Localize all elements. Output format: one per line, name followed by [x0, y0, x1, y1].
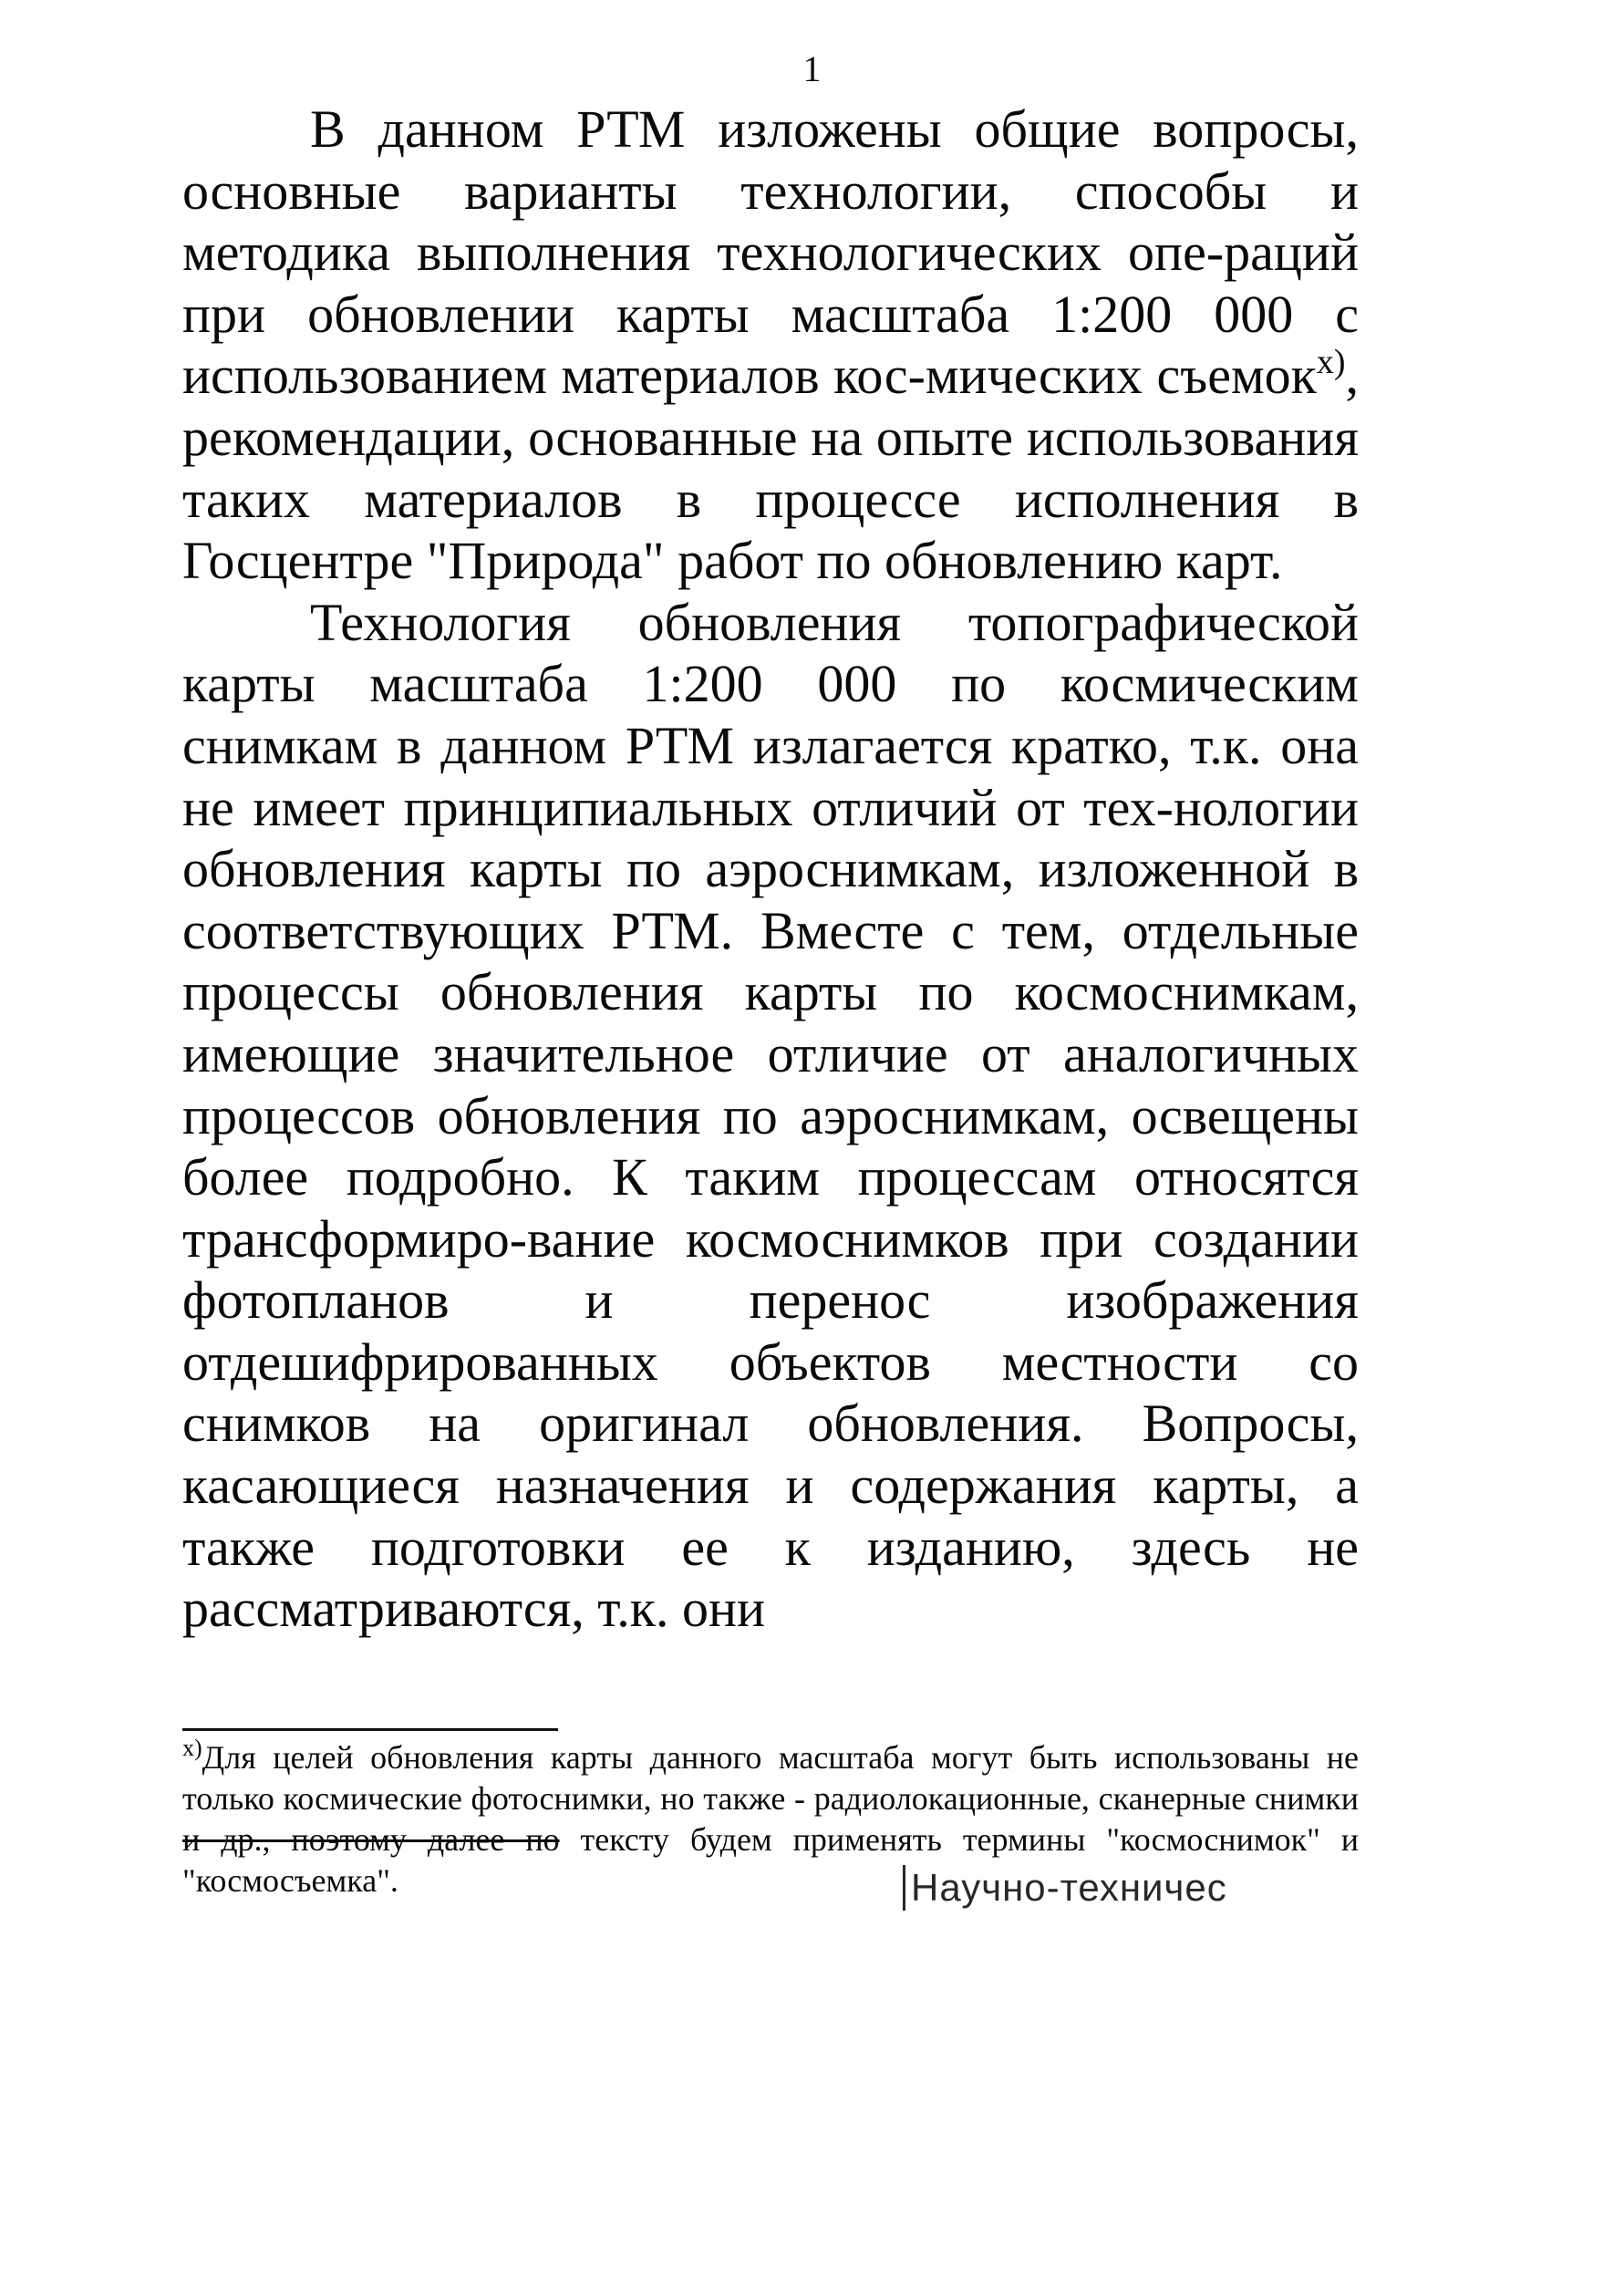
document-body — [182, 98, 1359, 1640]
footnote-mark: x) — [182, 1735, 202, 1761]
footnote-separator — [182, 1728, 558, 1731]
paragraph-1-text-continued: , рекомендации, основанные на опыте использования таких материалов в процессе исполнения в Госцентре "Природа" работ по обновлению карт. — [182, 346, 1359, 591]
footnote-text-tail: снимок" и "космосъемка". — [182, 1821, 1359, 1899]
paragraph-1-text: В данном РТМ изложены общие вопросы, основные варианты технологии, способы и методика выполнения технологических опе-раций при обновлении карты масштаба 1:200 000 с использованием материалов кос-мических съемок — [182, 99, 1359, 406]
footnote-struck-text: и др., поэтому далее по — [182, 1821, 560, 1858]
page-number: 1 — [802, 48, 822, 89]
library-stamp: Научно-техничес — [903, 1865, 1227, 1911]
footnote-text: Для целей обновления карты данного масштаба могут быть использованы не только космические фотоснимки, но также - радиолокационные, сканерные снимки — [182, 1739, 1359, 1817]
paragraph-2: Технология обновления топографической карты масштаба 1:200 000 по космическим снимкам в данном РТМ излагается кратко, т.к. она не имеет принципиальных отличий от тех-нологии обновления карты по аэроснимкам, изложенной в соответствующих РТМ. Вместе с тем, отдельные процессы обновления карты по космоснимкам, имеющие значительное отличие от аналогичных процессов обновления по аэроснимкам, освещены более подробно. К таким процессам относятся трансформиро-вание космоснимков при создании фотопланов и перенос изображения отдешифрированных объектов местности со снимков на оригинал обновления. Вопросы, касающиеся назначения и содержания карты, а также подготовки ее к изданию, здесь не рассматриваются, т.к. они — [182, 592, 1359, 1639]
footnote-reference: x) — [1316, 343, 1346, 382]
footnote-text-continued: тексту будем применять термины "космо — [559, 1821, 1205, 1858]
paragraph-1 — [182, 98, 1359, 592]
